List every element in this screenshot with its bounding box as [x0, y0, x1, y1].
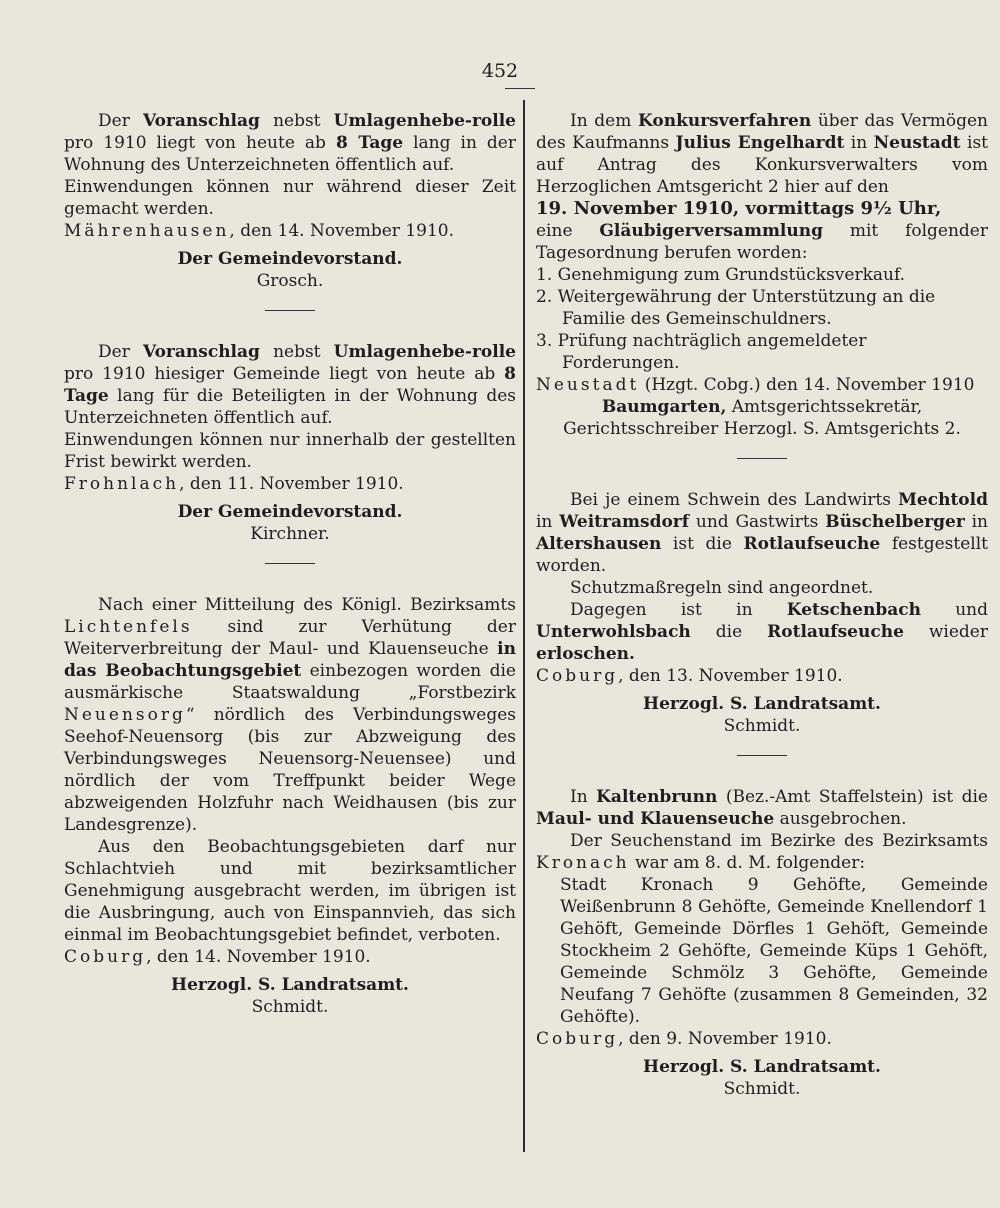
notice-text: Einwendungen können nur innerhalb der gestellten Frist bewirkt werden.	[64, 430, 516, 472]
notice-text: Nach einer Mitteilung des Königl. Bezirksamts Lichtenfels sind zur Verhütung der Weiterverbreitung der Maul- und Klauenseuche in das Beobachtungsgebiet einbezogen worden die ausmärkische Staatswaldung „Forstbezirk Neuensorg“ nördlich des Verbindungsweges Seehof-Neuensorg (bis zur Abzweigung des Verbindungsweges Neuensorg-Neuensee) und nördlich der vom Treffpunkt beider Wege abzweigenden Holzfuhr nach Weidhausen (bis zur Landesgrenze).	[64, 595, 516, 835]
separator	[737, 458, 787, 459]
place-date: Coburg, den 13. November 1910.	[536, 666, 843, 686]
list-item: 3. Prüfung nachträglich angemeldeter Forderungen.	[536, 331, 867, 373]
notice-rotlaufseuche	[536, 489, 988, 737]
separator	[265, 563, 315, 564]
signature-org: Der Gemeindevorstand.	[177, 249, 403, 269]
notice-beobachtungsgebiet	[64, 594, 516, 1018]
list-item: 1. Genehmigung zum Grundstücksverkauf.	[536, 265, 906, 285]
signature-name: Grosch.	[256, 271, 324, 291]
left-column	[64, 110, 516, 1026]
signature-org: Der Gemeindevorstand.	[177, 502, 403, 522]
notice-text: Der Voranschlag nebst Umlagenhebe-rolle pro 1910 hiesiger Gemeinde liegt von heute ab 8 Tage lang für die Beteiligten in der Wohnung des Unterzeichneten öffentlich auf.	[64, 342, 516, 428]
notice-text: In Kaltenbrunn (Bez.-Amt Staffelstein) ist die Maul- und Klauenseuche ausgebrochen.	[536, 787, 988, 829]
notice-text: eine Gläubigerversammlung mit folgender Tagesordnung berufen worden:	[536, 221, 988, 263]
notice-text: Aus den Beobachtungsgebieten darf nur Schlachtvieh und mit bezirksamtlicher Genehmigung ausgebracht werden, im übrigen ist die Ausbringung, auch von Einspannvieh, das sich einmal im Beobachtungsgebiet befindet, verboten.	[64, 837, 516, 945]
right-column	[536, 110, 988, 1108]
separator	[265, 310, 315, 311]
notice-text: Bei je einem Schwein des Landwirts Mechtold in Weitramsdorf und Gastwirts Büschelberger in Altershausen ist die Rotlaufseuche festgestellt worden.	[536, 490, 989, 576]
signature-org: Herzogl. S. Landratsamt.	[643, 1057, 881, 1077]
notice-frohnlach	[64, 341, 516, 545]
notice-kaltenbrunn	[536, 786, 988, 1100]
place-date: Neustadt (Hzgt. Cobg.) den 14. November 1910	[536, 375, 975, 395]
notice-text: Dagegen ist in Ketschenbach und Unterwohlsbach die Rotlaufseuche wieder erloschen.	[536, 600, 988, 664]
list-item: 2. Weitergewährung der Unterstützung an die Familie des Gemeinschuldners.	[536, 287, 936, 329]
signature-name: Gerichtsschreiber Herzogl. S. Amtsgerichts 2.	[563, 419, 961, 439]
notice-text: Einwendungen können nur während dieser Zeit gemacht werden.	[64, 177, 516, 219]
header-rule	[505, 88, 535, 89]
place-date: Coburg, den 14. November 1910.	[64, 947, 371, 967]
notice-text: Der Voranschlag nebst Umlagenhebe-rolle pro 1910 liegt von heute ab 8 Tage lang in der Wohnung des Unterzeichneten öffentlich auf.	[64, 111, 516, 175]
meeting-date: 19. November 1910, vormittags 9½ Uhr,	[536, 198, 942, 219]
notice-text: Schutzmaßregeln sind angeordnet.	[570, 578, 874, 598]
signature-name: Schmidt.	[723, 1079, 801, 1099]
place-date: Coburg, den 9. November 1910.	[536, 1029, 832, 1049]
notice-text: Stadt Kronach 9 Gehöfte, Gemeinde Weißenbrunn 8 Gehöfte, Gemeinde Knellendorf 1 Gehöft, Gemeinde Dörfles 1 Gehöft, Gemeinde Stockheim 2 Gehöfte, Gemeinde Küps 1 Gehöft, Gemeinde Schmölz 3 Gehöfte, Gemeinde Neufang 7 Gehöfte (zusammen 8 Gemeinden, 32 Gehöfte).	[560, 875, 988, 1027]
place-date: Frohnlach, den 11. November 1910.	[64, 474, 404, 494]
page-number: 452	[481, 60, 519, 82]
notice-maehrenhausen	[64, 110, 516, 292]
separator	[737, 755, 787, 756]
signature-name: Kirchner.	[250, 524, 330, 544]
signature-name: Schmidt.	[251, 997, 329, 1017]
signature-org: Herzogl. S. Landratsamt.	[643, 694, 881, 714]
notice-text: In dem Konkursverfahren über das Vermögen des Kaufmanns Julius Engelhardt in Neustadt ist auf Antrag des Konkursverwalters vom Herzoglichen Amtsgericht 2 hier auf den	[536, 111, 988, 197]
signature-name: Schmidt.	[723, 716, 801, 736]
agenda-list	[536, 264, 988, 374]
notice-text: Der Seuchenstand im Bezirke des Bezirksamts Kronach war am 8. d. M. folgender:	[536, 831, 988, 873]
column-divider	[523, 100, 525, 1152]
signature-org: Baumgarten, Amtsgerichtssekretär,	[601, 397, 923, 417]
signature-org: Herzogl. S. Landratsamt.	[171, 975, 409, 995]
notice-konkursverfahren	[536, 110, 988, 440]
place-date: Mährenhausen, den 14. November 1910.	[64, 221, 454, 241]
